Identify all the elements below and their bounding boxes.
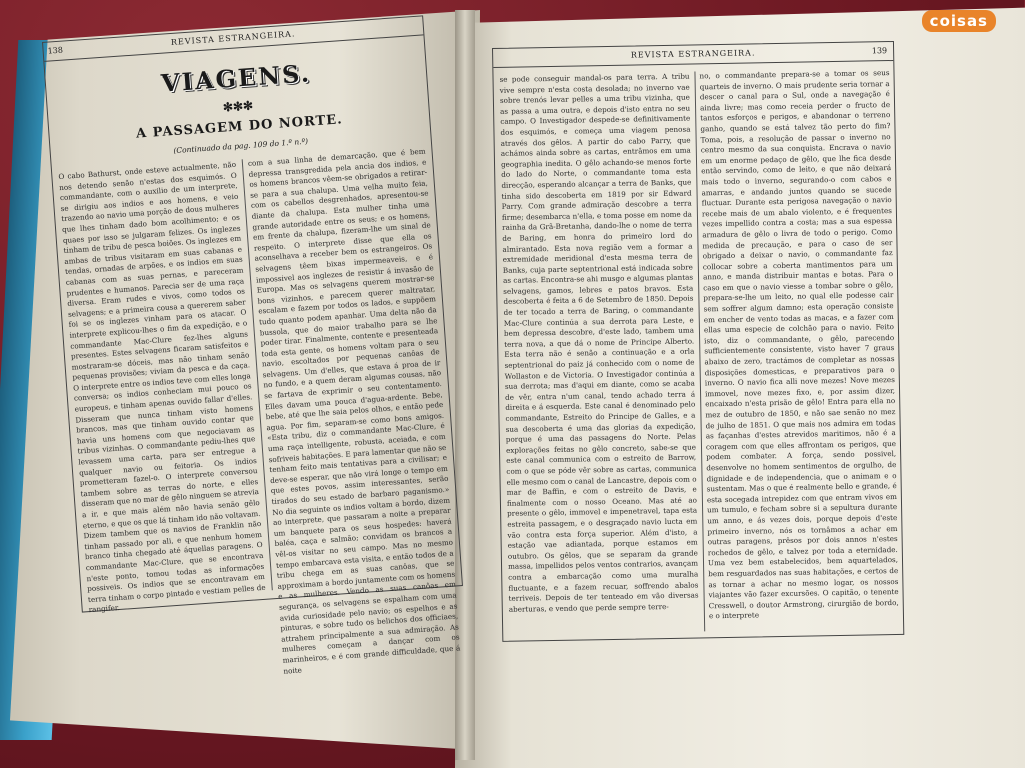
column-text: com a sua linha de demarcação, que é bem depressa transgredida pela ancia dos indios, e os homens brancos vêem-se obrigados a retirar-se para a sua chalupa. Uma velha muito feia, com os cabellos desgrenhados, apresentou-se diante da chalupa. Esta mulher tinha uma grande autoridade entre os seus; e os homens, em frente da chalupa, fizeram-lhe um sinal de respeito. O interprete disse que ella os aconselhava a receber bem os estrangeiros. Os selvagens têem bixas impermeaveis, e é impossivel aos inglezes de resistir á invasão de Europa. Mas os selvagens querem mostrar-se bons vizinhos, e parecem querer maltratar, escalam e fazem por todos os lados, e suppõem tudo quanto podem apanhar. Uma delta não da bussola, que do maior trabalho para se lhe poder tirar. Finalmente, contente e presenteada toda esta gente, os homens voltam para o seu navio, escoltados por pequenas canôas de selvagens. Um d'elles, que estava á proa de ir no fundo, e a quem deram algumas cousas, não se fartava de exprimir o seu contentamento. Elles davam uma pouca d'agua-ardente. Bebe, bebe, até que lhe saia pelos olhos, e então pede agua. Por fim, separam-se como bons amigos. «Esta tribu, diz o commandante Mac-Clure, é uma raça intelligente, robusta, aceiada, e com sofriveis habitações. E para lamentar que não se tenham feito mais tentativas para a civilisar; e deve-se esperar, que não virá longe o tempo em que estes povos, assim interessantes, serão tirados do seu estado de barbaro paganismo.» No dia seguinte os indios voltam a bordo, dizem ao interprete, que passaram a noite a preparar um banquete para os seus hospedes: haverá baléa, caça e salmão; convidam os brancos a vêl-os visitar no seu campo. Mas no mesmo tempo embarcava esta visita, e então todos de a tribu chega em as suas canôas, que se approximam a bordo juntamente com os homens e as mulheres. Vendo as suas canôas em segurança, os selvagens se espalham com uma avida curiosidade pelo navio; os espelhos e as pinturas, e sobre tudo os belichos dos officiaes, attrahem principalmente a sua admiração. As mulheres começam a dançar com os marinheiros, e é com grande difficuldade, que á noite xyxy=(247,146,461,676)
column-text: no, o commandante prepara-se a tomar os seus quarteis de inverno. O mais prudente seria tornar a descer o canal para o Sul, onde a navegação é ainda livre; mas como receia perder o fructo de tantos esforços e perigos, e abandonar o terreno ganho, quando se está talvez tão perto do fim? Toma, pois, a resolução de passar o inverno no centro mesmo da sua conquista. Encrava o navio em um enorme pedaço de gêlo, que lhe fica desde então servindo, como de leito, e que não deixará mais todo o inverno, segurando-o com cabos e amarras, e andando juntos quando se sucede fluctuar. Durante esta perigosa navegação o navio recebe mais de um abalo violento, e é frequentes vezes impellido contra a costa; mas a sua espessa armadura de gêlo o livra de todo o perigo. Como medida de precaução, e para o caso de ser obrigado a deixar o navio, o commandante faz collocar sobre a coberta mantimentos para um anno, e manda distribuir mantas e botas. Para o caso em que o navio viesse a tombar sobre o gêlo, prepara-se-lhe um leito, no qual elle podesse cair sem soffrer algum damno; esta operação consiste em encher de vento todas as macas, e a fazer com ellas uma especie de colchão para o navio. Feito isto, diz o commandante, o gêlo, parecendo sufficientemente consistente, visto haver 7 graus abaixo de zero, tractámos de completar as nossas disposições domesticas, e preparativos para o inverno. O navio fica alli nove mezes! Nove mezes immovel, nove mezes fixo, e, por assim dizer, encaixado n'esta prisão de gêlo! Entra para ella no mez de outubro de 1850, e não sae senão no mez de julho de 1851. O que mais nos admira em todas as façanhas d'estes atrevidos maritimos, não é a coragem com que elles affrontam os perigos, que podem combater. A força, sendo possivel, desenvolve no homem sentimentos de orgulho, de dignidade e de independencia, que o animam e o sustentam. Mas o que é realmente bello e grande, é esta socegada intrepidez com que entram vivos em um tumulo, e fecham sobre si a sepultura durante um anno, e ás vezes dois, porque depois d'este primeiro inverno, nós os tornâmos a achar em outras paragens, prêsos por dois annos n'estes rochedos de gêlo, e talvez por toda a eternidade. Uma vez bem estabelecidos, bem aquartelados, bem resguardados nas suas habitações, e certos de as tornar a achar no mesmo logar, os nossos viajantes vão fazer excursões. O capitão, o tenente Cresswell, o doutor Armstrong, cirurgião de bordo, e o interprete xyxy=(699,68,899,621)
article-subtitle: A PASSAGEM DO NORTE. xyxy=(135,112,344,142)
left-page-column-1 xyxy=(58,159,266,615)
running-head-left: REVISTA ESTRANGEIRA. xyxy=(170,29,296,47)
header-rule-right xyxy=(493,60,893,68)
left-page-frame xyxy=(42,15,463,676)
column-text: O cabo Bathurst, onde esteve actualmente, não nos detendo senão n'estas dos esquimós. O commandante, com o auxilio de um interprete, se dirigiu aos indios e aos homens, e veio trazendo ao navio uma porção de dous mulheres que lhes tinham dado bom acolhimento; e os quaes por isso se julgaram felizes. Os inglezes tinham de tribu de pesca boiões. Os inglezes em ambas de tribus visitaram em suas cabanas e tendas, ornadas de arpões, e os indios em suas cabanas com as suas pernas, e pareceram prudentes e humanos. Parecia ser de uma raça diversa. Eram rudes e vivos, como todos os selvagens; e a primeira cousa a quererem saber foi se os inglezes vinham para os atacar. O interprete explicou-lhes o fim da expedição, e o commandante Mac-Clure fez-lhes alguns presentes. Estes selvagens ficaram satisfeitos e mostraram-se dóceis, mas não tinham senão pequenas provisões; viviam da pesca e da caça. O interprete entre os indios teve com elles longa conversa; os indios conheciam mui pouco os europeus, e tinham apenas ouvido fallar d'elles. Disseram que nunca tinham visto homens brancos, mas que tinham ouvido contar que havia uns homens com que negociavam as tribus vizinhas. O commandante pediu-lhes que levassem uma carta, para ser entregue a qualquer navio ou feitoria. Os indios prometteram fazel-o. O interprete conversou tambem sobre as terras do norte, e elles disseram que no mar de gêlo ninguem se atrevia a ir, e que mais além não havia senão gêlo eterno, e que os que lá tinham ido não voltavam. Dizem tambem que os navios de Franklin não tinham passado por ali, e que nenhum homem branco tinha chegado até áquellas paragens. O commandante Mac-Clure, que se encontrava n'este ponto, tomou todas as informações possiveis. Os indios que se encontravam em terra tinham o corpo pintado e vestiam pelles de rangifer. xyxy=(58,159,266,615)
page-number-right: 139 xyxy=(871,46,888,56)
article-title: VIAGENS. xyxy=(160,58,312,98)
right-page-column-1 xyxy=(499,72,699,635)
column-text: se pode conseguir mandal-os para terra. A tribu vive sempre n'esta costa desolada; no inverno vae sobre trenós levar pelles a uma tribu vizinha, que as passa a uma outra, e depois d'isto entra no seu campo. O Investigador despede-se definitivamente dos esquimós, e começa uma viagem penosa através dos gêlos. A partir do cabo Parry, que achámos ainda sobre as cartas, entrâmos em uma geographia inedita. O gêlo achando-se menos forte do lado do Norte, o commandante toma esta direcção, esperando alcançar a terra de Banks, que tinha sido descoberta em 1819 por sir Edward Parry. Com grande admiração descobre a terra firme; desembarca n'ella, e toma posse em nome da rainha da Grã-Bretanha, dando-lhe o nome de terra de Baring, em honra do primeiro lord do almirantado. Esta nova região vem a formar a extremidade meridional d'esta mesma terra de Banks, cuja parte septentrional está indicada sobre as cartas. Encontra-se ahi musgo e algumas plantas selvagens, gamos, lebres e patos bravos. Esta descoberta é feita a 6 de Setembro de 1850. Depois de ter tocado a terra de Baring, o commandante Mac-Clure continúa a sua derrota para Leste, e bem depressa descobre, d'este lado, tambem uma terra nova, a que dá o nome de Principe Alberto. Esta terra não é senão a continuação e a orla septentrional do paiz já conhecido com o nome de Wollaston e de Victoria. O Investigador continúa a sua derrota; mas d'aqui em diante, como se acaba de vêr, entra n'um canal, tendo achado terra á direita e á esquerda. Este canal é denominado pelo commandante, Estreito do Principe de Galles, e a sua descoberta é uma das glorias da expedição, porque é uma das passagens do Norte. Pelas explorações feitas no gêlo concreto, sabe-se que este canal communica com o estreito de Barrow, com o que se póde vêr sobre as cartas, communica elle mesmo com o canal de Lancastre, depois com o mar de Baffin, e com o estreito de Davis, e finalmente com o nosso Oceano. Mas até ao presente o gêlo, immovel e impenetravel, tapa esta estreita passagem, e o desgraçado navio lucta em vão contra esta força superior. Além d'isto, a estação vae adiantada, porque estamos em outubro. Os gêlos, que se separam da grande massa, impellidos pelos ventos contrarios, avançam contra a embarcação como uma muralha fluctuante, e a fazem recuar, soffrendo abalos terriveis. Depois de ter tenteado em vão diversas aberturas, e vendo que perde sempre terre- xyxy=(499,71,699,614)
continued-note: (Continuado da pag. 109 do 1.º n.º) xyxy=(173,136,309,156)
ornament-divider: ✻✻✻ xyxy=(222,98,254,115)
left-page-column-2 xyxy=(247,146,461,676)
watermark-logo: coisas xyxy=(922,10,996,32)
right-page-column-2 xyxy=(699,68,899,631)
running-head-right: REVISTA ESTRANGEIRA. xyxy=(630,48,756,60)
page-number-left: 138 xyxy=(47,45,64,56)
right-page-frame xyxy=(492,41,904,642)
